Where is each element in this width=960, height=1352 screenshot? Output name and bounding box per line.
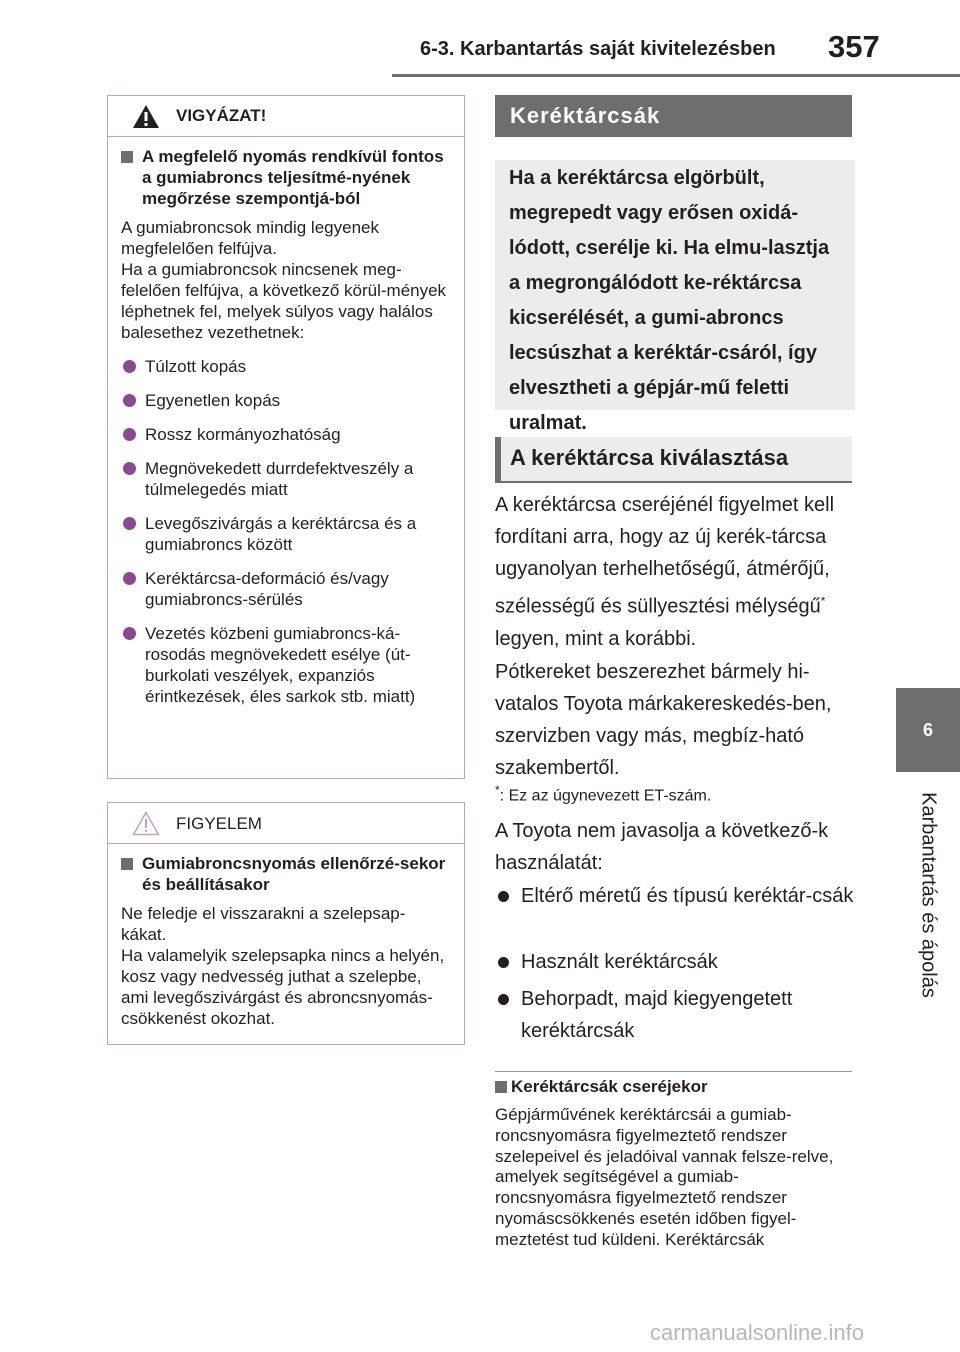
footnote	[495, 783, 711, 805]
section-divider	[495, 1071, 852, 1072]
selection-bullet	[497, 946, 876, 978]
selection-paragraph-1	[495, 489, 855, 655]
warning-bullet	[121, 623, 450, 707]
bullet-dot-icon	[123, 394, 136, 407]
warning-bullet-text: Vezetés közbeni gumiabroncs-ká-rosodás megnövekedett esélye (út-burkolati veszélyek, expanziós érintkezések, éles sarkok stb. miatt)	[145, 624, 416, 706]
warning-bullet-text: Keréktárcsa-deformáció és/vagy gumiabroncs-sérülés	[145, 569, 389, 609]
caution-paragraph-line2: Ha valamelyik szelepsapka nincs a helyén, kosz vagy nedvesség juthat a szelepbe, ami levegőszivárgást és abroncsnyomás-csökkenést okozhat.	[121, 946, 445, 1028]
caution-paragraph-line1: Ne feledje el visszarakni a szelepsap-kákat.	[121, 904, 406, 944]
warning-subheading	[121, 146, 450, 209]
bullet-dot-icon	[123, 428, 136, 441]
selection-p1-end: legyen, mint a korábbi.	[495, 627, 697, 650]
chapter-label: Karbantartás és ápolás	[917, 792, 940, 998]
wheels-heading-text: Keréktárcsák	[510, 103, 661, 128]
wheels-info-box	[495, 160, 855, 434]
warning-bullet-text: Túlzott kopás	[145, 357, 247, 376]
wheels-heading	[495, 95, 852, 137]
square-bullet-icon	[121, 151, 133, 163]
caution-paragraph	[121, 903, 450, 1029]
bullet-dot-icon	[498, 891, 509, 902]
caution-header	[108, 803, 464, 844]
header-rule	[392, 74, 960, 77]
warning-triangle-icon	[132, 104, 160, 129]
warning-bullet-text: Rossz kormányozhatóság	[145, 425, 341, 444]
selection-bullet-text: Használt keréktárcsák	[521, 951, 718, 973]
warning-bullet	[121, 390, 450, 411]
warning-bullet-text: Levegőszivárgás a keréktárcsa és a gumiabroncs között	[145, 514, 417, 554]
square-bullet-icon	[121, 858, 133, 870]
caution-box	[107, 802, 465, 1045]
selection-paragraph-2: Pótkereket beszerezhet bármely hi-vatalos Toyota márkakereskedés-ben, szervizben vagy más, megbíz-ható szakembertől.	[495, 661, 832, 779]
bullet-dot-icon	[123, 462, 136, 475]
warning-bullet	[121, 513, 450, 555]
bullet-dot-icon	[123, 572, 136, 585]
selection-bullet-text: Behorpadt, majd kiegyengetett keréktárcsák	[521, 988, 793, 1042]
watermark: carmanualsonline.info	[650, 1320, 865, 1345]
bullet-dot-icon	[123, 517, 136, 530]
warning-header	[108, 96, 464, 137]
warning-paragraph-line1: A gumiabroncsok mindig legyenek megfelelően felfújva.	[121, 218, 379, 258]
warning-bullet	[121, 356, 450, 377]
selection-bullet	[497, 880, 876, 912]
heading-accent-bar	[495, 437, 501, 481]
square-bullet-icon	[495, 1081, 507, 1093]
selection-bullet-text: Eltérő méretű és típusú keréktár-csák	[521, 885, 854, 907]
selection-heading-text: A keréktárcsa kiválasztása	[510, 445, 789, 470]
warning-bullet	[121, 458, 450, 500]
section-title: 6-3. Karbantartás saját kivitelezésben	[420, 38, 776, 60]
warning-box	[107, 95, 465, 779]
caution-subheading-text: Gumiabroncsnyomás ellenőrzé-sekor és beállításakor	[142, 854, 446, 894]
bullet-dot-icon	[123, 360, 136, 373]
warning-title: VIGYÁZAT!	[176, 106, 267, 125]
chapter-label-container	[880, 790, 960, 1000]
warning-paragraph-line2: Ha a gumiabroncsok nincsenek meg-felelően felfújva, a következő körül-mények léphetnek fel, melyek súlyos vagy halálos balesethez vezethetnek:	[121, 260, 447, 342]
replacement-heading-text: Keréktárcsák cseréjekor	[511, 1077, 708, 1096]
replacement-paragraph: Gépjárművének keréktárcsái a gumiab-roncsnyomásra figyelmeztető rendszer szelepeivel és jeladóival vannak felsze-relve, amelyek segítségével a gumiab-roncsnyomásra figyelmeztető rendszer nyomáscsökkenés esetén időben figyel-meztetést tud küldeni. Keréktárcsák	[495, 1105, 834, 1249]
caution-subheading	[121, 853, 450, 895]
selection-p1-text: A keréktárcsa cseréjénél figyelmet kell fordítani arra, hogy az új kerék-tárcsa ugyanolyan terhelhetőségű, átmérőjű, szélességű és süllyesztési mélységű	[495, 494, 835, 618]
page-number: 357	[828, 29, 880, 64]
selection-heading	[495, 437, 852, 483]
bullet-dot-icon	[498, 957, 509, 968]
caution-title: FIGYELEM	[176, 814, 262, 833]
selection-paragraph-3: A Toyota nem javasolja a következő-k használatát:	[495, 820, 829, 874]
bullet-dot-icon	[123, 627, 136, 640]
warning-paragraph	[121, 217, 450, 343]
warning-subheading-text: A megfelelő nyomás rendkívül fontos a gumiabroncs teljesítmé-nyének megőrzése szempontjá-ból	[142, 147, 444, 208]
chapter-tab	[896, 688, 960, 772]
footnote-star: *	[495, 783, 500, 797]
footnote-text: : Ez az úgynevezett ET-szám.	[499, 787, 712, 805]
warning-bullet	[121, 424, 450, 445]
chapter-number: 6	[922, 719, 933, 740]
warning-bullet-text: Megnövekedett durrdefektveszély a túlmelegedés miatt	[145, 459, 414, 499]
wheels-info-text: Ha a keréktárcsa elgörbült, megrepedt vagy erősen oxidá-lódott, cserélje ki. Ha elmu-lasztja a megrongálódott ke-réktárcsa kicserélését, a gumi-abroncs lecsúszhat a keréktár-csáról, így elvesztheti a gépjár-mű feletti uralmat.	[509, 167, 830, 434]
warning-bullet	[121, 568, 450, 610]
caution-triangle-icon	[132, 811, 160, 836]
warning-bullet-text: Egyenetlen kopás	[145, 391, 281, 410]
bullet-dot-icon	[498, 994, 509, 1005]
footnote-marker: *	[820, 594, 826, 608]
selection-bullet	[497, 983, 876, 1047]
